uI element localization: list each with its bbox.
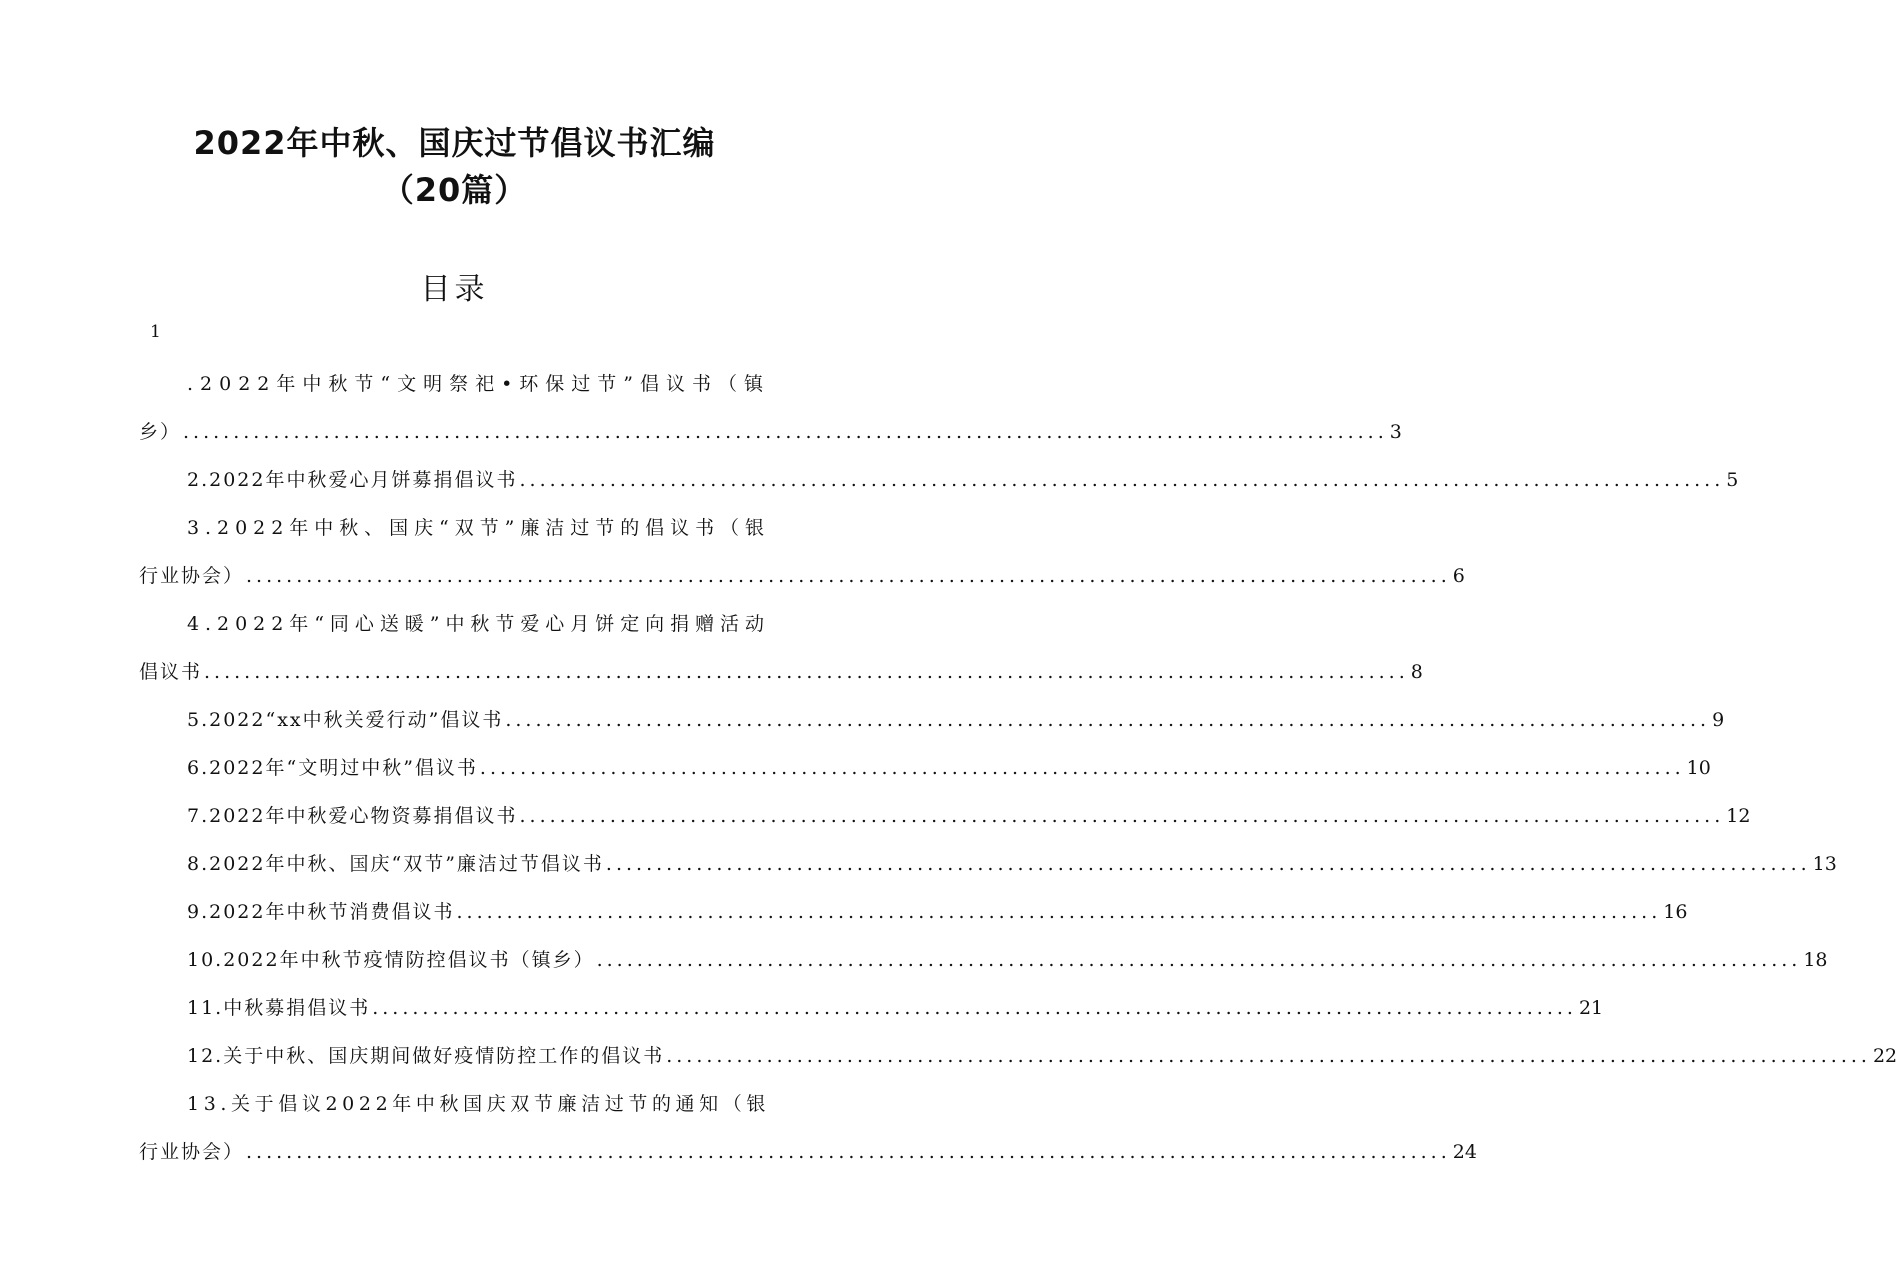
toc-entry[interactable] — [139, 696, 1725, 744]
toc-page-number: 3 — [1389, 421, 1402, 443]
toc-dot-leader: ........................................................................................................................ — [605, 853, 1811, 875]
toc-dot-leader: ........................................................................................................................ — [246, 1141, 1451, 1163]
toc-entry-title: 2.2022年中秋爱心月饼募捐倡议书 — [187, 469, 518, 491]
toc-page-number: 24 — [1452, 1141, 1477, 1163]
toc-entry-title: 倡议书 — [139, 661, 203, 683]
toc-entry[interactable] — [139, 456, 1739, 504]
toc-entry-title: 8.2022年中秋、国庆“双节”廉洁过节倡议书 — [187, 853, 604, 875]
toc-entry-line — [139, 1032, 1897, 1080]
toc-entry-title: .2022年中秋节“文明祭祀•环保过节”倡议书（镇 — [187, 373, 770, 395]
toc-page-number: 5 — [1726, 469, 1739, 491]
table-of-contents — [139, 360, 1897, 1176]
toc-dot-leader: ........................................................................................................................ — [372, 997, 1577, 1019]
toc-entry[interactable] — [139, 888, 1688, 936]
toc-entry[interactable] — [139, 360, 1402, 456]
toc-entry-title: 12.关于中秋、国庆期间做好疫情防控工作的倡议书 — [187, 1045, 665, 1067]
toc-entry[interactable] — [139, 1032, 1897, 1080]
toc-entry-line — [139, 1128, 1477, 1176]
toc-page-number: 22 — [1872, 1045, 1897, 1067]
toc-dot-leader: ........................................................................................................................ — [519, 805, 1725, 827]
toc-entry-title: 行业协会） — [139, 565, 245, 587]
toc-page-number: 18 — [1803, 949, 1828, 971]
toc-entry[interactable] — [139, 792, 1751, 840]
toc-entry[interactable] — [139, 1080, 1477, 1176]
toc-dot-leader: ........................................................................................................................ — [519, 469, 1725, 491]
toc-entry-line — [139, 408, 1402, 456]
document-title: 2022年中秋、国庆过节倡议书汇编 — [193, 124, 716, 162]
toc-entry-line — [139, 840, 1837, 888]
toc-page-number: 16 — [1663, 901, 1688, 923]
toc-heading: 目录 — [420, 272, 489, 307]
toc-dot-leader: ........................................................................................................................ — [479, 757, 1685, 779]
toc-entry-title: 行业协会） — [139, 1141, 245, 1163]
toc-dot-leader: ........................................................................................................................ — [505, 709, 1711, 731]
toc-entry-title: 13.关于倡议2022年中秋国庆双节廉洁过节的通知（银 — [187, 1093, 770, 1115]
toc-page-number: 9 — [1712, 709, 1725, 731]
toc-entry-title: 10.2022年中秋节疫情防控倡议书（镇乡） — [187, 949, 595, 971]
toc-entry-title: 乡） — [139, 421, 182, 443]
toc-entry-title: 9.2022年中秋节消费倡议书 — [187, 901, 455, 923]
toc-entry-line — [139, 1080, 770, 1128]
toc-entry-line — [139, 696, 1725, 744]
toc-dot-leader: ........................................................................................................................ — [596, 949, 1802, 971]
toc-entry[interactable] — [139, 504, 1465, 600]
toc-entry-line — [139, 600, 770, 648]
toc-page-number: 13 — [1812, 853, 1837, 875]
toc-page-number: 21 — [1578, 997, 1604, 1019]
toc-dot-leader: ........................................................................................................................ — [183, 421, 1388, 443]
toc-entry-line — [139, 456, 1739, 504]
toc-entry-line — [139, 504, 770, 552]
toc-entry-title: 3.2022年中秋、国庆“双节”廉洁过节的倡议书（银 — [187, 517, 770, 539]
toc-dot-leader: ........................................................................................................................ — [456, 901, 1662, 923]
toc-entry-title: 7.2022年中秋爱心物资募捐倡议书 — [187, 805, 518, 827]
toc-entry-title: 6.2022年“文明过中秋”倡议书 — [187, 757, 478, 779]
page-marker: 1 — [150, 322, 161, 342]
toc-entry-line — [139, 648, 1423, 696]
toc-entry[interactable] — [139, 984, 1604, 1032]
toc-entry[interactable] — [139, 936, 1828, 984]
toc-entry[interactable] — [139, 600, 1423, 696]
toc-page-number: 12 — [1726, 805, 1751, 827]
toc-entry-line — [139, 792, 1751, 840]
toc-entry-title: 4.2022年“同心送暖”中秋节爱心月饼定向捐赠活动 — [187, 613, 770, 635]
toc-entry-line — [139, 888, 1688, 936]
toc-entry-line — [139, 936, 1828, 984]
toc-entry-title: 11.中秋募捐倡议书 — [187, 997, 371, 1019]
toc-entry[interactable] — [139, 840, 1837, 888]
toc-dot-leader: ........................................................................................................................ — [246, 565, 1451, 587]
toc-entry-title: 5.2022“xx中秋关爱行动”倡议书 — [187, 709, 504, 731]
toc-page-number: 10 — [1686, 757, 1711, 779]
toc-entry[interactable] — [139, 744, 1711, 792]
toc-dot-leader: ........................................................................................................................ — [204, 661, 1409, 683]
toc-page-number: 8 — [1410, 661, 1423, 683]
toc-dot-leader: ........................................................................................................................ — [666, 1045, 1871, 1067]
document-subtitle: （20篇） — [381, 171, 528, 209]
toc-page-number: 6 — [1452, 565, 1465, 587]
toc-entry-line — [139, 360, 770, 408]
toc-entry-line — [139, 984, 1604, 1032]
toc-entry-line — [139, 552, 1465, 600]
toc-entry-line — [139, 744, 1711, 792]
